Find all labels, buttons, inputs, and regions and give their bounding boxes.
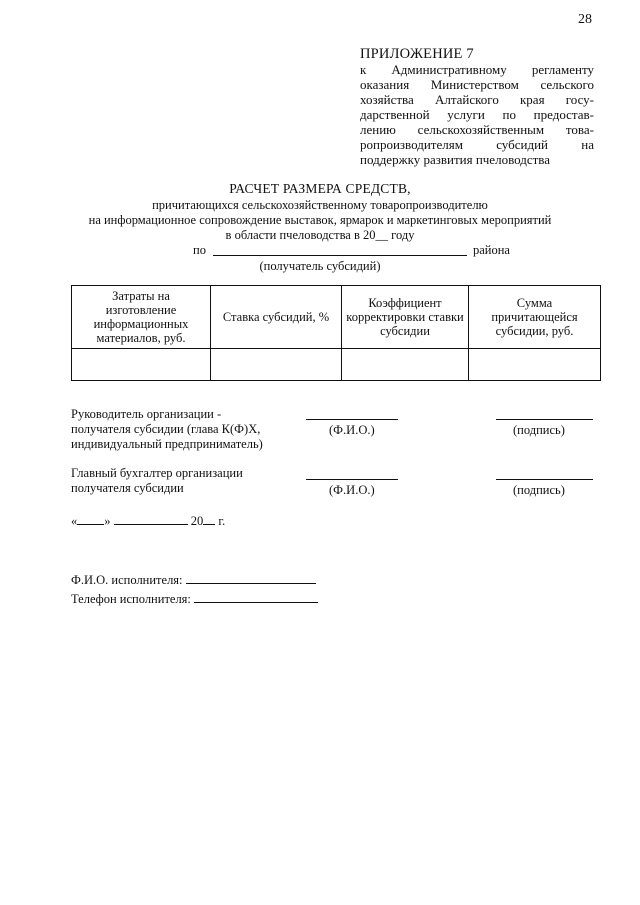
appendix-line: хозяйства Алтайского края госу- — [360, 92, 594, 107]
calculation-table — [71, 285, 601, 381]
column-header-amount: Сумма причитающейся субсидии, руб. — [469, 286, 601, 349]
appendix-block — [360, 46, 594, 167]
executor-phone-row — [71, 590, 318, 607]
appendix-line: оказания Министерством сельского — [360, 77, 594, 92]
table-cell — [342, 349, 469, 381]
year-suffix: г. — [218, 514, 226, 528]
document-subtitle-line: причитающихся сельскохозяйственному товаропроизводителю — [152, 198, 488, 212]
month-blank — [114, 512, 188, 525]
label-line: получателя субсидии (глава К(Ф)Х, — [71, 422, 261, 436]
executor-name-row — [71, 571, 316, 588]
column-header-rate: Ставка субсидий, % — [211, 286, 342, 349]
label-line: Главный бухгалтер организации — [71, 466, 243, 480]
signature-caption: (подпись) — [513, 423, 565, 437]
region-suffix: района — [473, 243, 510, 257]
region-blank-field — [213, 255, 467, 256]
document-title: РАСЧЕТ РАЗМЕРА СРЕДСТВ, — [229, 181, 411, 196]
head-signature-blank — [496, 419, 593, 420]
head-signature-label — [71, 407, 263, 452]
region-prefix: по — [193, 243, 206, 257]
document-subtitle-line: в области пчеловодства в 20__ году — [225, 228, 415, 242]
appendix-line: лению сельскохозяйственным това- — [360, 122, 594, 137]
appendix-line: ропроизводителям субсидий на — [360, 137, 594, 152]
table-cell — [469, 349, 601, 381]
year-prefix: 20 — [190, 514, 204, 528]
appendix-line: дарственной услуги по предостав- — [360, 107, 594, 122]
open-quote: « — [71, 514, 78, 528]
appendix-title: ПРИЛОЖЕНИЕ 7 — [360, 46, 474, 62]
accountant-fio-blank — [306, 479, 398, 480]
table-cell — [72, 349, 211, 381]
column-header-coefficient: Коэффициент корректировки ставки субсидии — [342, 286, 469, 349]
appendix-line: к Административному регламенту — [360, 62, 594, 77]
executor-phone-blank — [194, 590, 318, 603]
appendix-line: поддержку развития пчеловодства — [360, 152, 551, 167]
label-line: индивидуальный предприниматель) — [71, 437, 263, 451]
date-line — [71, 512, 225, 529]
table-header-row — [72, 286, 601, 349]
label-line: Руководитель организации - — [71, 407, 222, 421]
head-fio-blank — [306, 419, 398, 420]
close-quote: » — [104, 514, 111, 528]
document-subtitle-line: на информационное сопровождение выставок, ярмарок и маркетинговых мероприятий — [88, 213, 552, 227]
year-blank — [203, 512, 215, 525]
recipient-caption: (получатель субсидий) — [259, 259, 381, 273]
executor-name-blank — [186, 571, 316, 584]
accountant-signature-label — [71, 466, 243, 496]
column-header-costs: Затраты на изготовление информационных материалов, руб. — [72, 286, 211, 349]
fio-caption: (Ф.И.О.) — [329, 483, 375, 497]
day-blank — [77, 512, 104, 525]
table-row — [72, 349, 601, 381]
fio-caption: (Ф.И.О.) — [329, 423, 375, 437]
label-line: получателя субсидии — [71, 481, 184, 495]
page-number: 28 — [578, 12, 592, 27]
executor-phone-label: Телефон исполнителя: — [71, 592, 191, 606]
executor-name-label: Ф.И.О. исполнителя: — [71, 573, 183, 587]
accountant-signature-blank — [496, 479, 593, 480]
signature-caption: (подпись) — [513, 483, 565, 497]
table-cell — [211, 349, 342, 381]
